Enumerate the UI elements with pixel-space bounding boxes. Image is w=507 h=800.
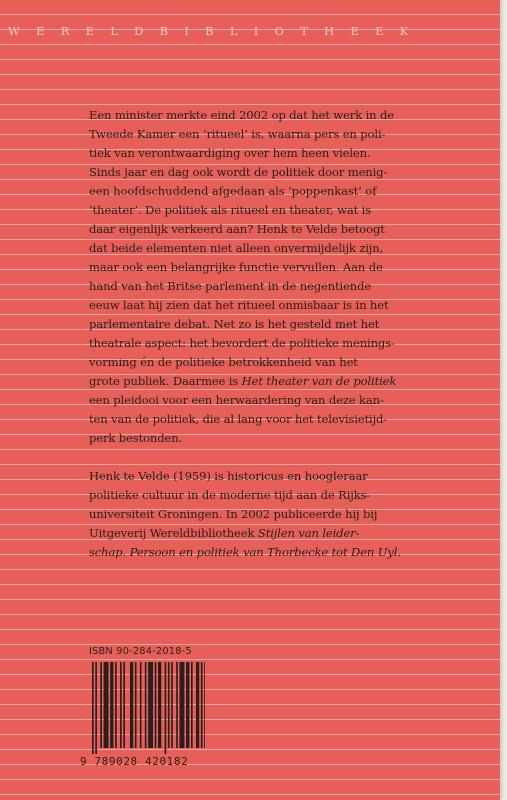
barcode-bar: [145, 662, 147, 748]
blurb-paragraph-author-bio: Henk te Velde (1959) is historicus en hoogleraar politieke cultuur in de moderne tijd aan de Rijks- universiteit Groningen. In 2002 publiceerde hij bij Uitgeverij Wereldbibliotheek Stijlen van leider- schap. Persoon en politiek van Thorbecke tot Den Uyl.: [89, 469, 401, 559]
barcode-bar: [165, 662, 167, 754]
barcode-bar: [201, 662, 203, 748]
other-book-title: Stijlen van leider-: [257, 526, 360, 540]
barcode-bar: [196, 662, 199, 748]
barcode-bar: [104, 662, 109, 748]
barcode-bar: [191, 662, 193, 748]
barcode-bar: [179, 662, 184, 748]
barcode-bar: [168, 662, 170, 748]
barcode-bar: [148, 662, 153, 748]
barcode-bar: [100, 662, 102, 748]
barcode-bar: [158, 662, 161, 748]
barcode-digits: 9 789028 420182: [80, 755, 189, 768]
barcode-bar: [130, 662, 133, 748]
barcode-bar: [120, 662, 122, 748]
series-title: W E R E L D B I B L I O T H E E K: [8, 24, 415, 38]
blurb-text: [89, 106, 441, 562]
book-title: Het theater van de politiek: [241, 374, 397, 388]
barcode-bar: [171, 662, 173, 748]
isbn-number: ISBN 90-284-2018-5: [89, 646, 192, 657]
other-book-title-continued: schap. Persoon en politiek van Thorbecke tot Den Uyl.: [89, 545, 401, 559]
barcode-bar: [176, 662, 178, 748]
barcode-bar: [92, 662, 94, 754]
barcode-bar: [204, 662, 205, 748]
barcode-bar: [140, 662, 142, 748]
barcode-bar: [135, 662, 137, 748]
barcode-bar: [123, 662, 125, 748]
barcode: [80, 660, 205, 770]
blurb-paragraph-description: Een minister merkte eind 2002 op dat het werk in de Tweede Kamer een ‘ritueel’ is, waarna pers en poli- tiek van verontwaardiging over hem heen vielen. Sinds jaar en dag ook wordt de politiek door menig- een hoofdschuddend afgedaan als ‘poppenkast’ of ‘theater’. De politiek als ritueel en theater, wat is daar eigenlijk verkeerd aan? Henk te Velde betoogt dat beide elementen niet alleen onvermijdelijk zijn, maar ook een belangrijke functie vervullen. Aan de hand van het Britse parlement in de negentiende eeuw laat hij zien dat het ritueel onmisbaar is in het parlementaire debat. Net zo is het gesteld met het theatrale aspect: het bevordert de politieke menings- vorming én de politieke betrokkenheid van het grote publiek. Daarmee is Het theater van de politiek een pleidooi voor een herwaardering van deze kan- ten van de politiek, die al lang voor het televisietijd- perk bestonden.: [89, 108, 397, 445]
barcode-bar: [186, 662, 189, 748]
barcode-bar: [115, 662, 117, 748]
barcode-bars: [80, 660, 205, 756]
barcode-bar: [155, 662, 157, 748]
barcode-bar: [95, 662, 97, 754]
barcode-bar: [110, 662, 113, 748]
